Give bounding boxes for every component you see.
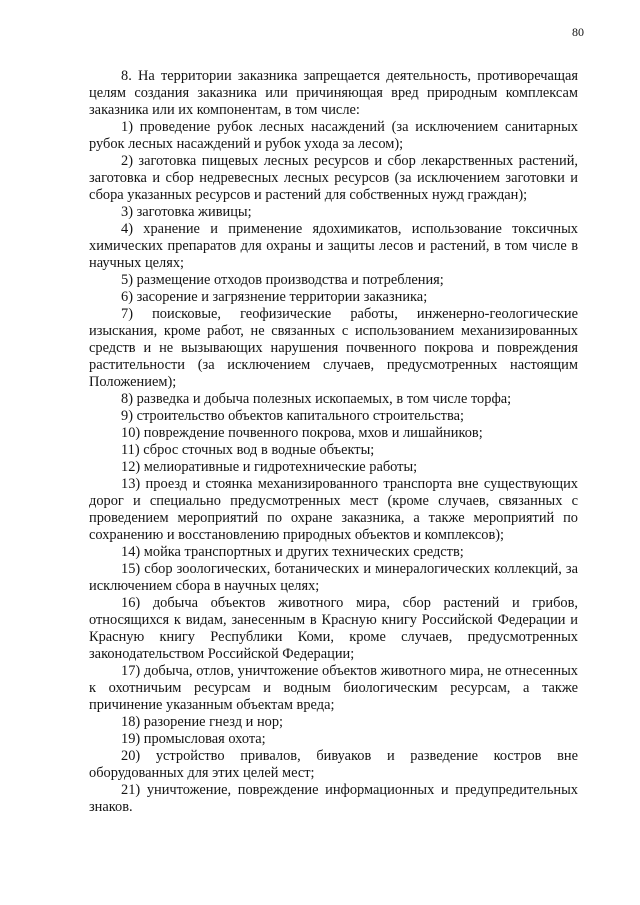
- list-item-11: 11) сброс сточных вод в водные объекты;: [121, 442, 375, 458]
- list-item-13: 13) проезд и стоянка механизированного транспорта вне существующих дорог и специально предусмотренных мест (кроме случаев, связанных с проведением мероприятий по охране заказника, а также мероприятий по сохранению и восстановлению природных объектов и комплексов);: [89, 476, 578, 543]
- list-item-20: 20) устройство привалов, бивуаков и разведение костров вне оборудованных для этих целей мест;: [89, 748, 578, 781]
- list-item-15: 15) сбор зоологических, ботанических и минералогических коллекций, за исключением сбора в научных целях;: [89, 561, 578, 594]
- list-item-2: 2) заготовка пищевых лесных ресурсов и сбор лекарственных растений, заготовка и сбор недревесных лесных ресурсов (за исключением заготовки и сбора указанных ресурсов и растений для собственных нужд граждан);: [89, 153, 578, 203]
- list-item-6: 6) засорение и загрязнение территории заказника;: [121, 289, 428, 305]
- list-item-9: 9) строительство объектов капитального строительства;: [121, 408, 464, 424]
- page-number: 80: [572, 25, 584, 39]
- list-item-21: 21) уничтожение, повреждение информационных и предупредительных знаков.: [89, 782, 578, 815]
- list-item-17: 17) добыча, отлов, уничтожение объектов животного мира, не отнесенных к охотничьим ресурсам и водным биологическим ресурсам, а также причинение указанным объектам вреда;: [89, 663, 578, 713]
- list-item-4: 4) хранение и применение ядохимикатов, использование токсичных химических препаратов для охраны и защиты лесов и растений, в том числе в научных целях;: [89, 221, 578, 271]
- paragraph-intro: 8. На территории заказника запрещается деятельность, противоречащая целям создания заказника или причиняющая вред природным комплексам заказника или их компонентам, в том числе:: [89, 68, 578, 118]
- document-body: [89, 68, 578, 816]
- list-item-19: 19) промысловая охота;: [121, 731, 266, 747]
- list-item-5: 5) размещение отходов производства и потребления;: [121, 272, 444, 288]
- list-item-14: 14) мойка транспортных и других технических средств;: [121, 544, 464, 560]
- list-item-3: 3) заготовка живицы;: [121, 204, 252, 220]
- list-item-1: 1) проведение рубок лесных насаждений (за исключением санитарных рубок лесных насаждений и рубок ухода за лесом);: [89, 119, 578, 152]
- list-item-12: 12) мелиоративные и гидротехнические работы;: [121, 459, 418, 475]
- list-item-8: 8) разведка и добыча полезных ископаемых, в том числе торфа;: [121, 391, 512, 407]
- list-item-7: 7) поисковые, геофизические работы, инженерно-геологические изыскания, кроме работ, не связанных с использованием механизированных средств и не вызывающих нарушения почвенного покрова и повреждения растительности (за исключением случаев, предусмотренных настоящим Положением);: [89, 306, 578, 390]
- list-item-18: 18) разорение гнезд и нор;: [121, 714, 284, 730]
- list-item-10: 10) повреждение почвенного покрова, мхов и лишайников;: [121, 425, 483, 441]
- list-item-16: 16) добыча объектов животного мира, сбор растений и грибов, относящихся к видам, занесенным в Красную книгу Российской Федерации и Красную книгу Республики Коми, кроме случаев, предусмотренных законодательством Российской Федерации;: [89, 595, 578, 662]
